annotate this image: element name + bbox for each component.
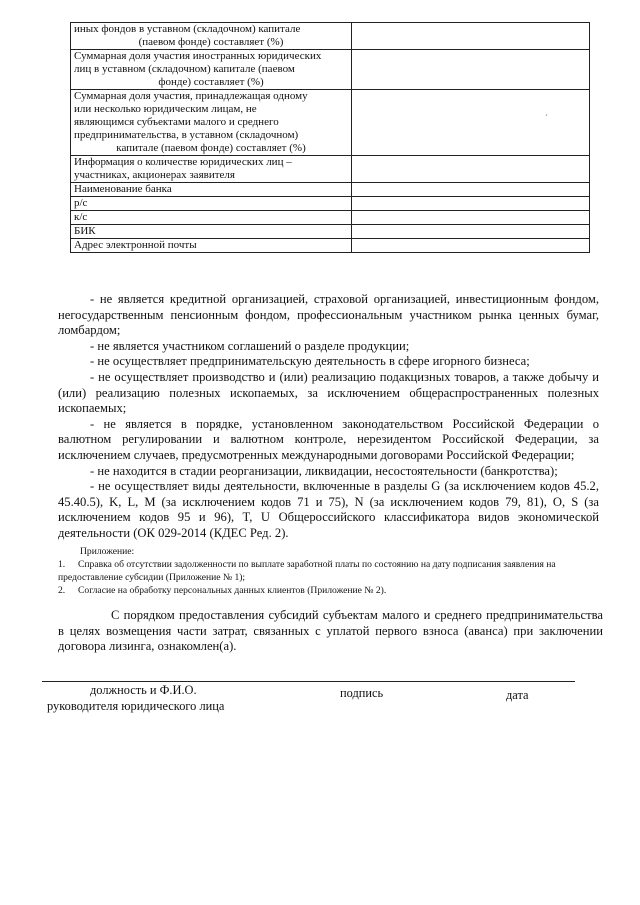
condition-item: - не является в порядке, установленном законодательством Российской Федерации о валютном регулировании и валютном контроле, нерезидентом Российской Федерации, за исключением случаев, предусмотренных международными договорами Российской Федерации; — [58, 416, 599, 462]
condition-item: - не осуществляет предпринимательскую деятельность в сфере игорного бизнеса; — [90, 354, 530, 369]
attachment-number: 2. — [58, 585, 66, 596]
table-label-line: или несколько юридическим лицам, не — [74, 103, 257, 115]
table-row-label — [71, 156, 352, 183]
table-row-value[interactable] — [352, 156, 590, 183]
table-row-value[interactable] — [352, 225, 590, 239]
table-label-line: капитале (паевом фонде) составляет (%) — [116, 142, 306, 154]
table-label-line: Адрес электронной почты — [74, 239, 197, 251]
table-row-label — [71, 183, 352, 197]
table-label-line: Информация о количестве юридических лиц – — [74, 156, 292, 168]
table-row — [71, 23, 590, 50]
signature-head-label: руководителя юридического лица — [47, 699, 225, 713]
acknowledgement-statement — [58, 608, 603, 655]
condition-item: - не осуществляет производство и (или) реализацию подакцизных товаров, а также добычу и (или) реализацию полезных ископаемых, за исключением общераспространенных полезных ископаемых; — [58, 369, 599, 416]
table-row-value[interactable] — [352, 50, 590, 90]
table-row-label — [71, 90, 352, 156]
table-row-label — [71, 225, 352, 239]
applicant-info-table — [70, 22, 590, 253]
statement-text: С порядком предоставления субсидий субъектам малого и среднего предпринимательства в целях возмещения части затрат, связанных с уплатой первого взноса (аванса) при заключении договора лизинга, ознакомлен(а). — [58, 608, 603, 653]
table-label-line: (паевом фонде) составляет (%) — [138, 36, 284, 48]
table-label-line: лиц в уставном (складочном) капитале (паевом — [74, 63, 295, 75]
table-label-line: иных фондов в уставном (складочном) капитале — [74, 23, 301, 35]
table-row-label — [71, 239, 352, 253]
table-row — [71, 183, 590, 197]
table-row — [71, 197, 590, 211]
signature-line — [42, 681, 575, 682]
table-row-label — [71, 23, 352, 50]
condition-item: - не является кредитной организацией, страховой организацией, инвестиционным фондом, негосударственным пенсионным фондом, профессиональным участником рынка ценных бумаг, ломбардом; — [58, 292, 599, 338]
table-row-value[interactable] — [352, 197, 590, 211]
condition-item: - не находится в стадии реорганизации, ликвидации, несостоятельности (банкротства); — [90, 463, 558, 478]
table-label-line: к/с — [74, 211, 88, 223]
table-row-value[interactable] — [352, 90, 590, 156]
table-label-line: Наименование банка — [74, 183, 172, 195]
attachments-section — [58, 545, 603, 597]
table-row-label — [71, 211, 352, 225]
signature-sign-label: подпись — [340, 686, 384, 700]
attachment-text: Согласие на обработку персональных данных клиентов (Приложение № 2). — [78, 585, 387, 596]
table-row — [71, 225, 590, 239]
table-label-line: БИК — [74, 225, 96, 237]
table-label-line: Суммарная доля участия, принадлежащая одному — [74, 90, 308, 102]
applicant-conditions — [58, 292, 599, 542]
table-row-label — [71, 197, 352, 211]
table-row — [71, 90, 590, 156]
attachments-heading: Приложение: — [80, 546, 135, 557]
table-row-value[interactable] — [352, 183, 590, 197]
table-row — [71, 239, 590, 253]
table-label-line: фонде) составляет (%) — [158, 76, 264, 88]
signature-position-label: должность и Ф.И.О. — [90, 683, 197, 697]
table-label-line: участниках, акционерах заявителя — [74, 169, 235, 181]
signature-date-label: дата — [506, 688, 529, 702]
table-row — [71, 50, 590, 90]
condition-item: - не является участником соглашений о разделе продукции; — [90, 338, 410, 353]
condition-item: - не осуществляет виды деятельности, включенные в разделы G (за исключением кодов 45.2, 45.40.5), K, L, M (за исключением кодов 71 и 75), N (за исключением кодов 79, 81), O, S (за исключением кодов 95 и 96), T, U Общероссийского классификатора видов экономической деятельности (ОК 029-2014 (КДЕС Ред. 2). — [58, 479, 599, 540]
attachment-item — [58, 584, 603, 597]
table-label-line: являющимся субъектами малого и среднего — [74, 116, 279, 128]
table-label-line: Суммарная доля участия иностранных юридических — [74, 50, 322, 62]
table-label-line: предпринимательства, в уставном (складочном) — [74, 129, 299, 141]
attachment-text: Справка об отсутствии задолженности по выплате заработной платы по состоянию на дату подписания заявления на предоставление субсидии (Приложение № 1); — [58, 559, 556, 583]
attachment-number: 1. — [58, 559, 66, 570]
table-row-value[interactable] — [352, 239, 590, 253]
table-row-label — [71, 50, 352, 90]
table-row — [71, 156, 590, 183]
attachment-item — [58, 558, 603, 584]
table-row-value[interactable] — [352, 211, 590, 225]
table-label-line: р/с — [74, 197, 88, 209]
pen-mark: ˊ — [545, 113, 548, 123]
table-row-value[interactable] — [352, 23, 590, 50]
table-row — [71, 211, 590, 225]
